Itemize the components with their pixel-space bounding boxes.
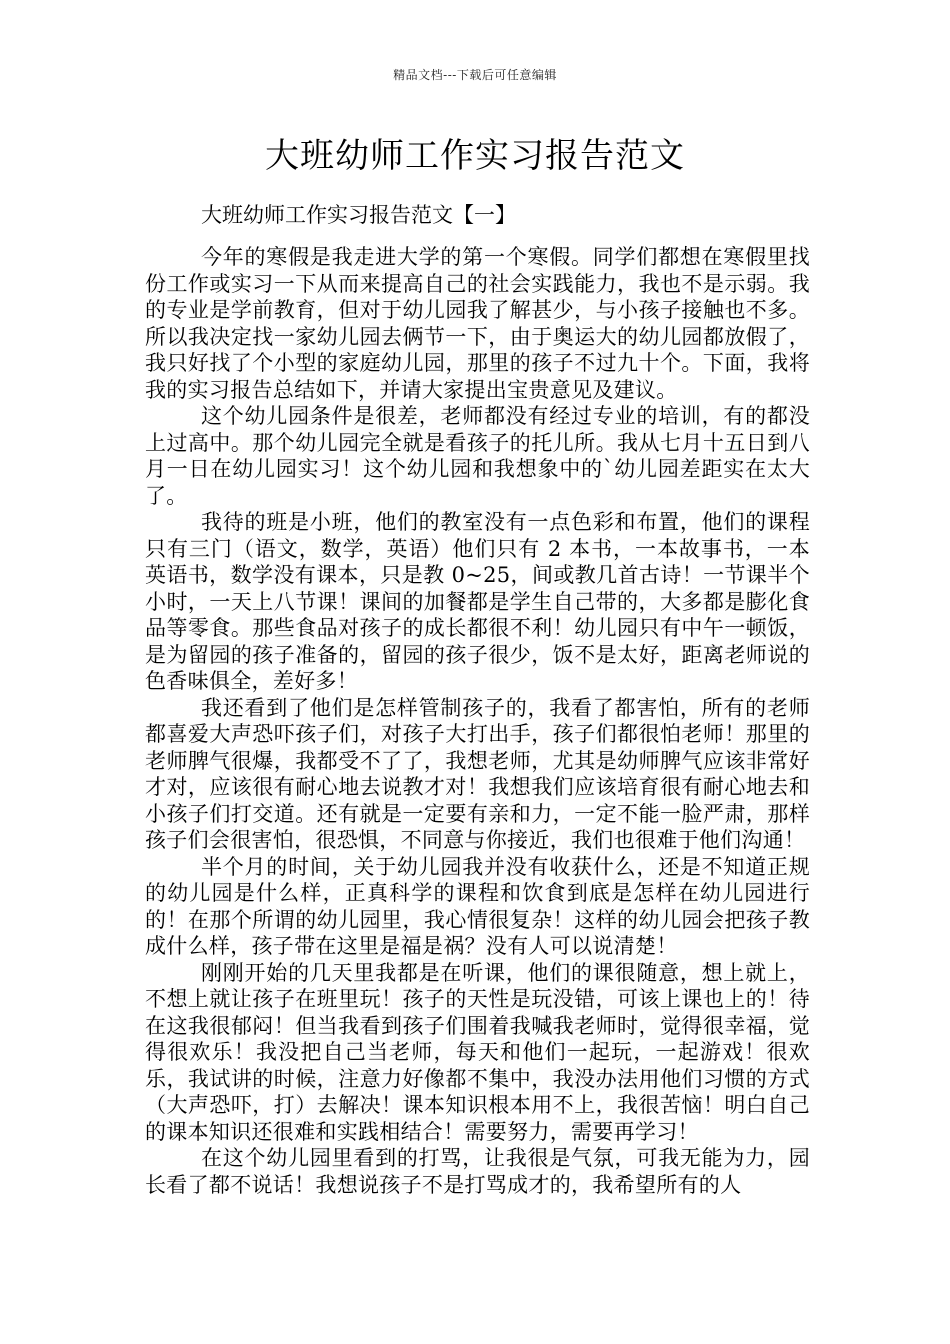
paragraph: 刚刚开始的几天里我都是在听课，他们的课很随意，想上就上，不想上就让孩子在班里玩！孩子的天性是玩没错，可该上课也上的！待在这我很郁闷！但当我看到孩子们围着我喊我老师时，觉得很幸福，觉得很欢乐！我没把自己当老师，每天和他们一起玩，一起游戏！很欢乐，我试讲的时候，注意力好像都不集中，我没办法用他们习惯的方式（大声恐吓，打）去解决！课本知识根本用不上，我很苦恼！明白自己的课本知识还很难和实践相结合！需要努力，需要再学习！ [145,960,810,1144]
document-title: 大班幼师工作实习报告范文 [265,136,685,176]
paragraph: 今年的寒假是我走进大学的第一个寒假。同学们都想在寒假里找份工作或实习一下从而来提高自己的社会实践能力，我也不是示弱。我的专业是学前教育，但对于幼儿园我了解甚少，与小孩子接触也不多。所以我决定找一家幼儿园去俩节一下，由于奥运大的幼儿园都放假了，我只好找了个小型的家庭幼儿园，那里的孩子不过九十个。下面，我将我的实习报告总结如下，并请大家提出宝贵意见及建议。 [145,245,810,402]
paragraph: 在这个幼儿园里看到的打骂，让我很是气氛，可我无能为力，园长看了都不说话！我想说孩子不是打骂成才的，我希望所有的人 [145,1146,810,1197]
document-body [145,244,810,1198]
header-note: 精品文档---下载后可任意编辑 [393,68,557,82]
paragraph: 半个月的时间，关于幼儿园我并没有收获什么，还是不知道正规的幼儿园是什么样，正真科学的课程和饮食到底是怎样在幼儿园进行的！在那个所谓的幼儿园里，我心情很复杂！这样的幼儿园会把孩子教成什么样，孩子带在这里是福是祸？没有人可以说清楚！ [145,854,810,958]
paragraph: 这个幼儿园条件是很差，老师都没有经过专业的培训，有的都没上过高中。那个幼儿园完全就是看孩子的托儿所。我从七月十五日到八月一日在幼儿园实习！这个幼儿园和我想象中的`幼儿园差距实在太大了。 [145,404,810,508]
paragraph: 我还看到了他们是怎样管制孩子的，我看了都害怕，所有的老师都喜爱大声恐吓孩子们，对孩子大打出手，孩子们都很怕老师！那里的老师脾气很爆，我都受不了了，我想老师，尤其是幼师脾气应该非常好才对，应该很有耐心地去说教才对！我想我们应该培育很有耐心地去和小孩子们打交道。还有就是一定要有亲和力，一定不能一脸严肃，那样孩子们会很害怕，很恐惧，不同意与你接近，我们也很难于他们沟通！ [145,695,810,852]
paragraph: 我待的班是小班，他们的教室没有一点色彩和布置，他们的课程只有三门（语文，数学，英语）他们只有 2 本书，一本故事书，一本英语书，数学没有课本，只是教 0~25，间或教几首古诗！一节课半个小时，一天上八节课！课间的加餐都是学生自己带的，大多都是膨化食品等零食。那些食品对孩子的成长都很不利！幼儿园只有中午一顿饭，是为留园的孩子准备的，留园的孩子很少，饭不是太好，距离老师说的色香味俱全，差好多！ [145,510,810,693]
document-subtitle: 大班幼师工作实习报告范文【一】 [201,203,516,227]
